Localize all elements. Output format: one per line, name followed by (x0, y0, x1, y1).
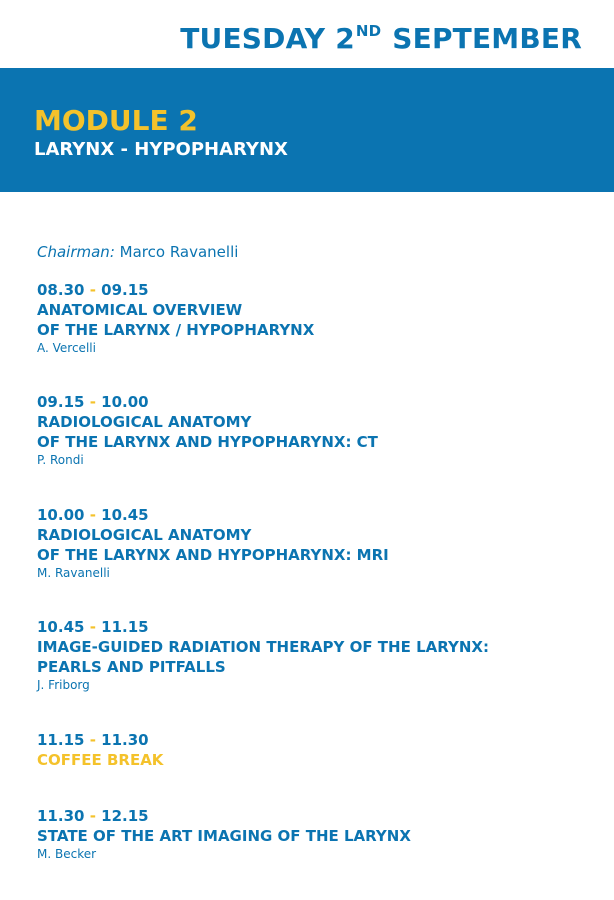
session-title-line: IMAGE-GUIDED RADIATION THERAPY OF THE LARYNX: (37, 638, 489, 656)
module-title: MODULE 2 (34, 104, 198, 137)
time-separator: - (89, 731, 96, 749)
day-ordinal: ND (355, 22, 382, 40)
session-title-line: RADIOLOGICAL ANATOMY (37, 526, 252, 544)
session-speaker: P. Rondi (37, 453, 84, 467)
session-start-time: 08.30 (37, 281, 85, 299)
session-time (37, 806, 597, 826)
session-title-line: RADIOLOGICAL ANATOMY (37, 413, 252, 431)
chairman-line (37, 243, 238, 261)
session-title-line: PEARLS AND PITFALLS (37, 658, 226, 676)
session-start-time: 11.30 (37, 807, 85, 825)
session-speaker: M. Becker (37, 847, 97, 861)
session-2 (37, 392, 597, 468)
coffee-break-title: COFFEE BREAK (37, 751, 164, 769)
time-separator: - (89, 281, 96, 299)
month-text: SEPTEMBER (392, 22, 582, 55)
day-text: TUESDAY 2 (180, 22, 355, 55)
session-title-line: OF THE LARYNX / HYPOPHARYNX (37, 321, 315, 339)
session-start-time: 11.15 (37, 731, 85, 749)
session-speaker: M. Ravanelli (37, 566, 110, 580)
session-end-time: 11.15 (101, 618, 149, 636)
session-3 (37, 505, 597, 581)
module-subtitle: LARYNX - HYPOPHARYNX (34, 139, 288, 160)
day-title (180, 22, 582, 55)
session-5-break (37, 730, 597, 770)
session-end-time: 09.15 (101, 281, 149, 299)
session-time (37, 392, 597, 412)
session-end-time: 10.45 (101, 506, 149, 524)
session-time (37, 505, 597, 525)
session-speaker: A. Vercelli (37, 341, 96, 355)
session-time (37, 617, 597, 637)
session-end-time: 10.00 (101, 393, 149, 411)
session-time (37, 280, 597, 300)
session-title-line: OF THE LARYNX AND HYPOPHARYNX: CT (37, 433, 378, 451)
chairman-label: Chairman: (37, 243, 115, 261)
session-end-time: 11.30 (101, 731, 149, 749)
time-separator: - (89, 618, 96, 636)
session-title-line: STATE OF THE ART IMAGING OF THE LARYNX (37, 827, 411, 845)
session-title-line: ANATOMICAL OVERVIEW (37, 301, 243, 319)
session-title-line: OF THE LARYNX AND HYPOPHARYNX: MRI (37, 546, 389, 564)
session-start-time: 10.00 (37, 506, 85, 524)
session-6 (37, 806, 597, 862)
session-end-time: 12.15 (101, 807, 149, 825)
time-separator: - (89, 506, 96, 524)
session-start-time: 10.45 (37, 618, 85, 636)
session-4 (37, 617, 597, 693)
session-1 (37, 280, 597, 356)
chairman-name: Marco Ravanelli (119, 243, 239, 261)
session-time (37, 730, 597, 750)
time-separator: - (89, 807, 96, 825)
time-separator: - (89, 393, 96, 411)
session-speaker: J. Friborg (37, 678, 90, 692)
session-start-time: 09.15 (37, 393, 85, 411)
